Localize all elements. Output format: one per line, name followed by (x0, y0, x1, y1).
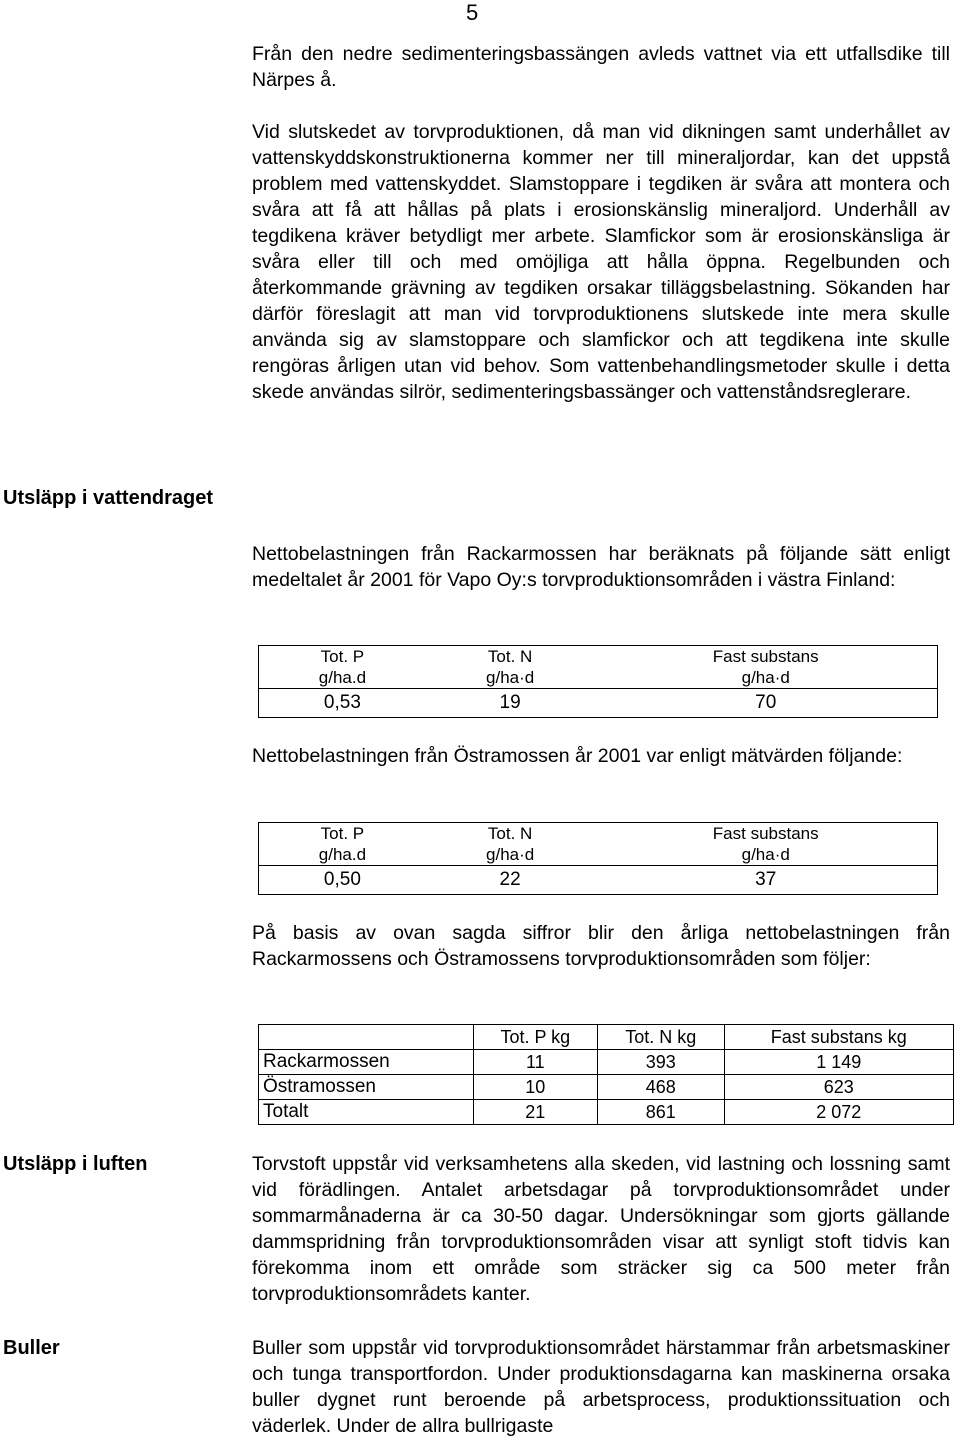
table-value-cell: 0,50 (259, 866, 426, 895)
heading-water-emissions: Utsläpp i vattendraget (3, 487, 214, 509)
paragraph-ostramossen-load: Nettobelastningen från Östramossen år 2001 var enligt mätvärden följande: (252, 745, 903, 767)
table-cell: 2 072 (724, 1100, 953, 1125)
paragraph-rackarmossen-load: Nettobelastningen från Rackarmossen har beräknats på följande sätt enligt medeltalet år 2001 för Vapo Oy:s torvproduktionsområden i västra Finland: (252, 543, 950, 591)
table-cell: 1 149 (724, 1050, 953, 1075)
table-header-cell: Tot. N kg (598, 1025, 725, 1050)
table-header-cell: Fast substans (712, 646, 819, 666)
table-value-cell: 19 (426, 689, 595, 718)
table-cell: 10 (473, 1075, 597, 1100)
table-value-cell: 70 (594, 689, 937, 718)
table-unit-cell: g/ha·d (486, 667, 535, 687)
table-header-row (259, 823, 938, 845)
table-header-row (259, 646, 938, 668)
table-unit-cell: g/ha.d (318, 667, 367, 687)
table-header-row (259, 1025, 954, 1050)
table-unit-cell: g/ha·d (741, 667, 790, 687)
table-header-cell: Fast substans kg (724, 1025, 953, 1050)
paragraph-noise: Buller som uppstår vid torvproduktionsområdet härstammar från arbetsmaskiner och tunga transportfordon. Under produktionsdagarna kan maskinerna orsaka buller dygnet runt beroende på arbetsprocess, produktionssituation och väderlek. Under de allra bullrigaste (252, 1337, 950, 1437)
paragraph-peat-dust: Torvstoft uppstår vid verksamhetens alla skeden, vid lastning och lossning samt vid förädlingen. Antalet arbetsdagar på torvproduktionsområdet under sommarmånaderna är ca 30-50 dagar. Undersökningar som gjorts gällande dammspridning från torvproduktionsområden visar att synligt stoft tidvis kan förekomma inom ett område som sträcker sig ca 500 meter från torvproduktionsområdets kanter. (252, 1153, 950, 1305)
table-value-cell: 22 (426, 866, 595, 895)
table-cell: 861 (598, 1100, 725, 1125)
table-row-label: Östramossen (259, 1075, 474, 1100)
table-unit-cell: g/ha·d (486, 844, 535, 864)
table-annual-load (258, 1024, 954, 1125)
table-header-cell: Tot. N (487, 646, 533, 666)
table-value-row (259, 866, 938, 895)
table-value-row (259, 689, 938, 718)
paragraph-outflow: Från den nedre sedimenteringsbassängen avleds vattnet via ett utfallsdike till Närpes å. (252, 43, 950, 91)
table-ostramossen-load (258, 822, 938, 895)
heading-noise: Buller (3, 1337, 60, 1359)
table-unit-cell: g/ha.d (318, 844, 367, 864)
table-value-cell: 0,53 (259, 689, 426, 718)
paragraph-annual-load: På basis av ovan sagda siffror blir den årliga nettobelastningen från Rackarmossens och Östramossens torvproduktionsområden som följer: (252, 922, 950, 970)
table-rackarmossen-load (258, 645, 938, 718)
table-header-cell: Tot. P (320, 823, 365, 843)
table-row (259, 1075, 954, 1100)
table-value-cell: 37 (594, 866, 937, 895)
table-row-label: Totalt (259, 1100, 474, 1125)
table-cell: 623 (724, 1075, 953, 1100)
table-unit-row (259, 844, 938, 866)
table-header-cell: Fast substans (712, 823, 819, 843)
table-header-cell: Tot. P kg (473, 1025, 597, 1050)
table-cell: 11 (473, 1050, 597, 1075)
table-header-cell (259, 1025, 474, 1050)
table-cell: 468 (598, 1075, 725, 1100)
table-header-cell: Tot. P (320, 646, 365, 666)
table-row (259, 1100, 954, 1125)
table-row-label: Rackarmossen (259, 1050, 474, 1075)
page-number: 5 (466, 0, 479, 25)
table-row (259, 1050, 954, 1075)
table-cell: 393 (598, 1050, 725, 1075)
paragraph-final-stage: Vid slutskedet av torvproduktionen, då man vid dikningen samt underhållet av vattenskyddskonstruktionerna kommer ner till mineraljordar, kan det uppstå problem med vattenskyddet. Slamstoppare i tegdiken är svåra att montera och svåra att få att hållas på plats i erosionskänslig mineraljord. Underhåll av tegdikena kräver betydligt mer arbete. Slamfickor som är erosionskänsliga är svåra eller till och med omöjliga att hålla öppna. Regelbunden och återkommande grävning av tegdiken orsakar tilläggsbelastning. Sökanden har därför föreslagit att man vid torvproduktionens slutskede inte mera skulle använda sig av slamstoppare och slamfickor och att tegdikena inte skulle rengöras årligen utan vid behov. Som vattenbehandlingsmetoder skulle i detta skede användas silrör, sedimenteringsbassänger och vattenståndsreglerare. (252, 121, 950, 403)
table-header-cell: Tot. N (487, 823, 533, 843)
heading-air-emissions: Utsläpp i luften (3, 1153, 148, 1175)
table-cell: 21 (473, 1100, 597, 1125)
table-unit-row (259, 667, 938, 689)
table-unit-cell: g/ha·d (741, 844, 790, 864)
